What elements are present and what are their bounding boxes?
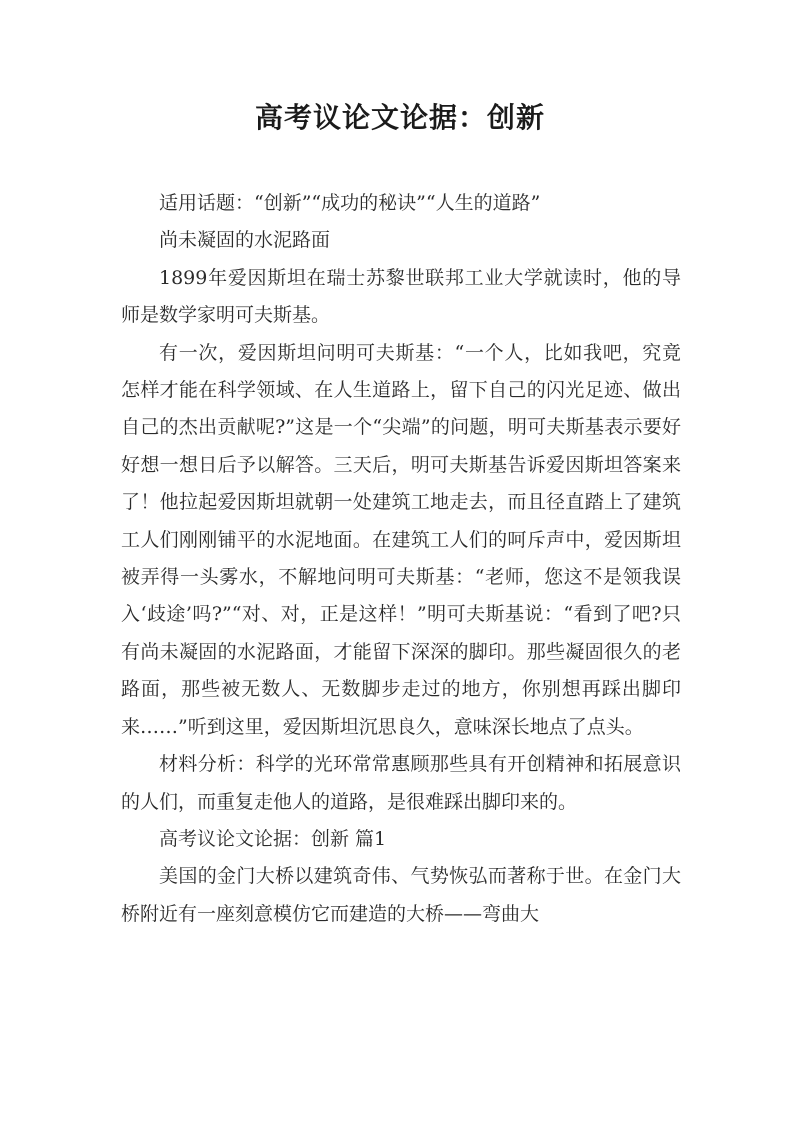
paragraph-analysis: 材料分析：科学的光环常常惠顾那些具有开创精神和拓展意识的人们，而重复走他人的道路，是很难踩出脚印来的。 bbox=[121, 753, 681, 813]
page-title: 高考议论文论据：创新 bbox=[254, 101, 545, 134]
paragraph-golden-gate: 美国的金门大桥以建筑奇伟、气势恢弘而著称于世。在金门大桥附近有一座刻意模仿它而建造的大桥——弯曲大 bbox=[121, 865, 681, 925]
paragraph-section-heading: 高考议论文论据：创新 篇1 bbox=[159, 827, 387, 850]
document-body bbox=[121, 185, 681, 933]
paragraph-heading-cement-road: 尚未凝固的水泥路面 bbox=[159, 229, 331, 252]
paragraph-1899: 1899年爱因斯坦在瑞士苏黎世联邦工业大学就读时，他的导师是数学家明可夫斯基。 bbox=[121, 266, 681, 327]
paragraph-story: 有一次，爱因斯坦问明可夫斯基：“一个人，比如我吧，究竟怎样才能在科学领域、在人生道路上，留下自己的闪光足迹、做出自己的杰出贡献呢?”这是一个“尖端”的问题，明可夫斯基表示要好好想一想日后予以解答。三天后，明可夫斯基告诉爱因斯坦答案来了！他拉起爱因斯坦就朝一处建筑工地走去，而且径直踏上了建筑工人们刚刚铺平的水泥地面。在建筑工人们的呵斥声中，爱因斯坦被弄得一头雾水，不解地问明可夫斯基：“老师，您这不是领我误入‘歧途’吗?”“对、对，正是这样！”明可夫斯基说：“看到了吧?只有尚未凝固的水泥路面，才能留下深深的脚印。那些凝固很久的老路面，那些被无数人、无数脚步走过的地方，你别想再踩出脚印来……”听到这里，爱因斯坦沉思良久，意味深长地点了点头。 bbox=[121, 341, 681, 738]
paragraph-topics: 适用话题：“创新”“成功的秘诀”“人生的道路” bbox=[159, 192, 541, 214]
